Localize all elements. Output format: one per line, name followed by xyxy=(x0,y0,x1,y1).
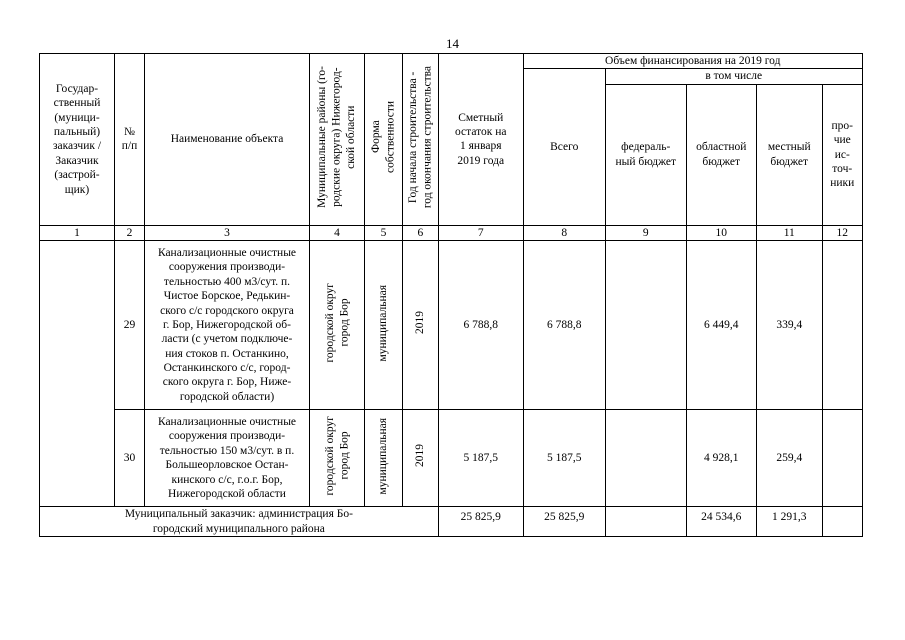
row-local: 339,4 xyxy=(756,241,822,410)
col-num-2: 2 xyxy=(115,225,145,240)
header-object-name: Наименование объекта xyxy=(145,54,310,226)
row-estimated: 6 788,8 xyxy=(438,241,523,410)
row-customer-cell xyxy=(40,241,115,507)
header-districts: Муниципальные районы (го- родские округа) Нижегород- ской области xyxy=(310,54,365,226)
header-row-1 xyxy=(40,54,863,69)
row-num: 29 xyxy=(115,241,145,410)
col-num-12: 12 xyxy=(822,225,862,240)
row-object-name: Канализационные очистные сооружения производи- тельностью 400 м3/сут. п. Чистое Борское, Редькин- ского с/с городского округа г. Бор, Нижегородской об- ласти (с учетом подключе- ния стоков п. Останкино, Останкинского с/с, город- ского округа г. Бор, Ниже- городской области) xyxy=(145,241,310,410)
row-total: 5 187,5 xyxy=(523,410,605,507)
header-num: № п/п xyxy=(115,54,145,226)
row-ownership: муниципальная xyxy=(365,410,403,507)
header-funding-group: Объем финансирования на 2019 год xyxy=(523,54,862,69)
row-total: 6 788,8 xyxy=(523,241,605,410)
row-year: 2019 xyxy=(403,241,439,410)
row-estimated: 5 187,5 xyxy=(438,410,523,507)
row-regional: 4 928,1 xyxy=(686,410,756,507)
summary-local: 1 291,3 xyxy=(756,507,822,537)
header-customer: Государ- ственный (муници- пальный) заказчик / Заказчик (застрой- щик) xyxy=(40,54,115,226)
header-total: Всего xyxy=(523,69,605,225)
row-year: 2019 xyxy=(403,410,439,507)
row-district: городской округ город Бор xyxy=(310,410,365,507)
col-num-1: 1 xyxy=(40,225,115,240)
row-other xyxy=(822,410,862,507)
row-object-name: Канализационные очистные сооружения производи- тельностью 150 м3/сут. в п. Большеорловское Остан- кинского с/с, г.о.г. Бор, Нижегородской области xyxy=(145,410,310,507)
col-num-7: 7 xyxy=(438,225,523,240)
summary-regional: 24 534,6 xyxy=(686,507,756,537)
col-num-8: 8 xyxy=(523,225,605,240)
summary-estimated: 25 825,9 xyxy=(438,507,523,537)
row-ownership: муниципальная xyxy=(365,241,403,410)
summary-row xyxy=(40,507,863,537)
summary-other xyxy=(822,507,862,537)
col-num-11: 11 xyxy=(756,225,822,240)
row-regional: 6 449,4 xyxy=(686,241,756,410)
col-num-5: 5 xyxy=(365,225,403,240)
summary-federal xyxy=(605,507,686,537)
summary-total: 25 825,9 xyxy=(523,507,605,537)
row-federal xyxy=(605,241,686,410)
header-regional: областной бюджет xyxy=(686,84,756,225)
table-row xyxy=(40,241,863,410)
header-local: местный бюджет xyxy=(756,84,822,225)
col-num-4: 4 xyxy=(310,225,365,240)
row-federal xyxy=(605,410,686,507)
header-other: про- чие ис- точ- ники xyxy=(822,84,862,225)
summary-label: Муниципальный заказчик: администрация Бо- городский муниципального района xyxy=(40,507,439,537)
header-federal: федераль- ный бюджет xyxy=(605,84,686,225)
header-years: Год начала строительства - год окончания строительства xyxy=(403,54,439,226)
col-num-10: 10 xyxy=(686,225,756,240)
row-num: 30 xyxy=(115,410,145,507)
row-local: 259,4 xyxy=(756,410,822,507)
row-district: городской округ город Бор xyxy=(310,241,365,410)
col-num-3: 3 xyxy=(145,225,310,240)
table-row xyxy=(40,410,863,507)
col-num-6: 6 xyxy=(403,225,439,240)
page-number: 14 xyxy=(446,36,459,51)
financing-table xyxy=(39,53,863,537)
header-ownership: Форма собственности xyxy=(365,54,403,226)
column-number-row xyxy=(40,225,863,240)
header-estimated: Сметный остаток на 1 января 2019 года xyxy=(438,54,523,226)
header-including: в том числе xyxy=(605,69,862,84)
row-other xyxy=(822,241,862,410)
col-num-9: 9 xyxy=(605,225,686,240)
